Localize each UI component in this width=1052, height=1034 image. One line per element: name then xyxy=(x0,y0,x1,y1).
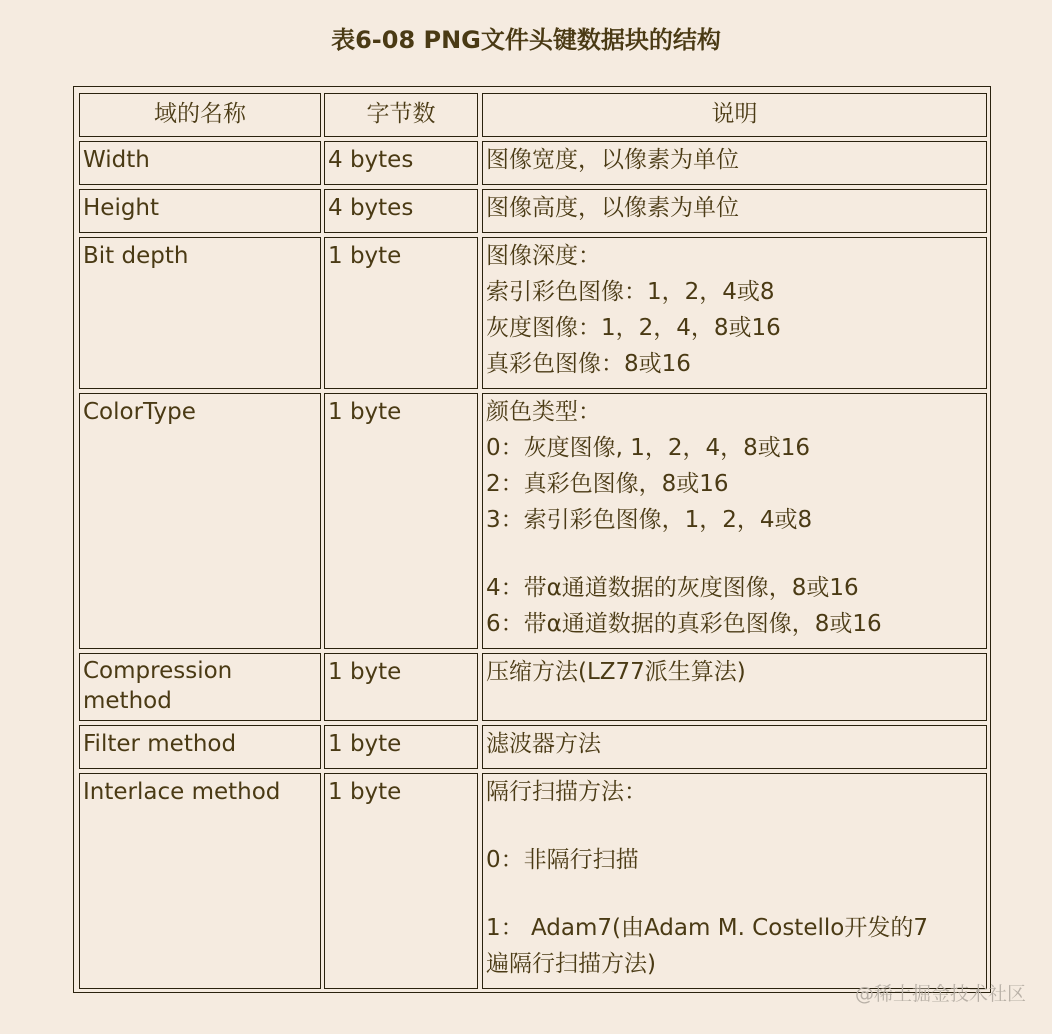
header-field-name: 域的名称 xyxy=(79,93,321,137)
row-height-desc xyxy=(482,189,987,233)
header-bytes: 字节数 xyxy=(324,93,478,137)
row-colortype-desc xyxy=(482,393,987,649)
row-interlace-name: Interlace method xyxy=(79,773,321,989)
desc-line: 颜色类型： xyxy=(486,399,601,425)
desc-line: 滤波器方法 xyxy=(486,731,601,757)
desc-line: 图像宽度，以像素为单位 xyxy=(486,147,739,173)
row-colortype-name: ColorType xyxy=(79,393,321,649)
row-height-name: Height xyxy=(79,189,321,233)
row-interlace-desc xyxy=(482,773,987,989)
desc-line: 6：带α通道数据的真彩色图像，8或16 xyxy=(486,611,882,637)
row-width-bytes: 4 bytes xyxy=(324,141,478,185)
row-compression-name: Compression method xyxy=(79,653,321,721)
table-title: 表6-08 PNG文件头键数据块的结构 xyxy=(331,26,721,54)
desc-line: 4：带α通道数据的灰度图像，8或16 xyxy=(486,575,859,601)
desc-line: 隔行扫描方法： xyxy=(486,779,647,805)
header-description: 说明 xyxy=(482,93,987,137)
desc-line: 遍隔行扫描方法) xyxy=(486,951,656,977)
png-header-table xyxy=(73,86,991,993)
desc-line: 0：灰度图像, 1，2，4，8或16 xyxy=(486,435,811,461)
desc-blank-line xyxy=(486,538,986,570)
desc-line: 灰度图像：1，2，4，8或16 xyxy=(486,315,781,341)
row-bitdepth-name: Bit depth xyxy=(79,237,321,389)
row-filter-bytes: 1 byte xyxy=(324,725,478,769)
row-width-desc xyxy=(482,141,987,185)
desc-line: 压缩方法(LZ77派生算法) xyxy=(486,659,746,685)
desc-line: 2：真彩色图像，8或16 xyxy=(486,471,729,497)
desc-blank-line xyxy=(486,878,986,910)
row-filter-desc xyxy=(482,725,987,769)
row-colortype-bytes: 1 byte xyxy=(324,393,478,649)
row-width-name: Width xyxy=(79,141,321,185)
desc-line: 索引彩色图像：1，2，4或8 xyxy=(486,279,775,305)
row-height-bytes: 4 bytes xyxy=(324,189,478,233)
desc-line: 3：索引彩色图像，1，2，4或8 xyxy=(486,507,813,533)
desc-line: 图像高度，以像素为单位 xyxy=(486,195,739,221)
desc-blank-line xyxy=(486,810,986,842)
desc-line: 0：非隔行扫描 xyxy=(486,847,639,873)
row-bitdepth-bytes: 1 byte xyxy=(324,237,478,389)
row-interlace-bytes: 1 byte xyxy=(324,773,478,989)
row-compression-bytes: 1 byte xyxy=(324,653,478,721)
desc-line: 真彩色图像：8或16 xyxy=(486,351,691,377)
row-filter-name: Filter method xyxy=(79,725,321,769)
row-bitdepth-desc xyxy=(482,237,987,389)
desc-line: 图像深度： xyxy=(486,243,601,269)
desc-line: 1： Adam7(由Adam M. Costello开发的7 xyxy=(486,915,928,941)
row-compression-desc xyxy=(482,653,987,721)
watermark: @稀土掘金技术社区 xyxy=(854,983,1026,1005)
